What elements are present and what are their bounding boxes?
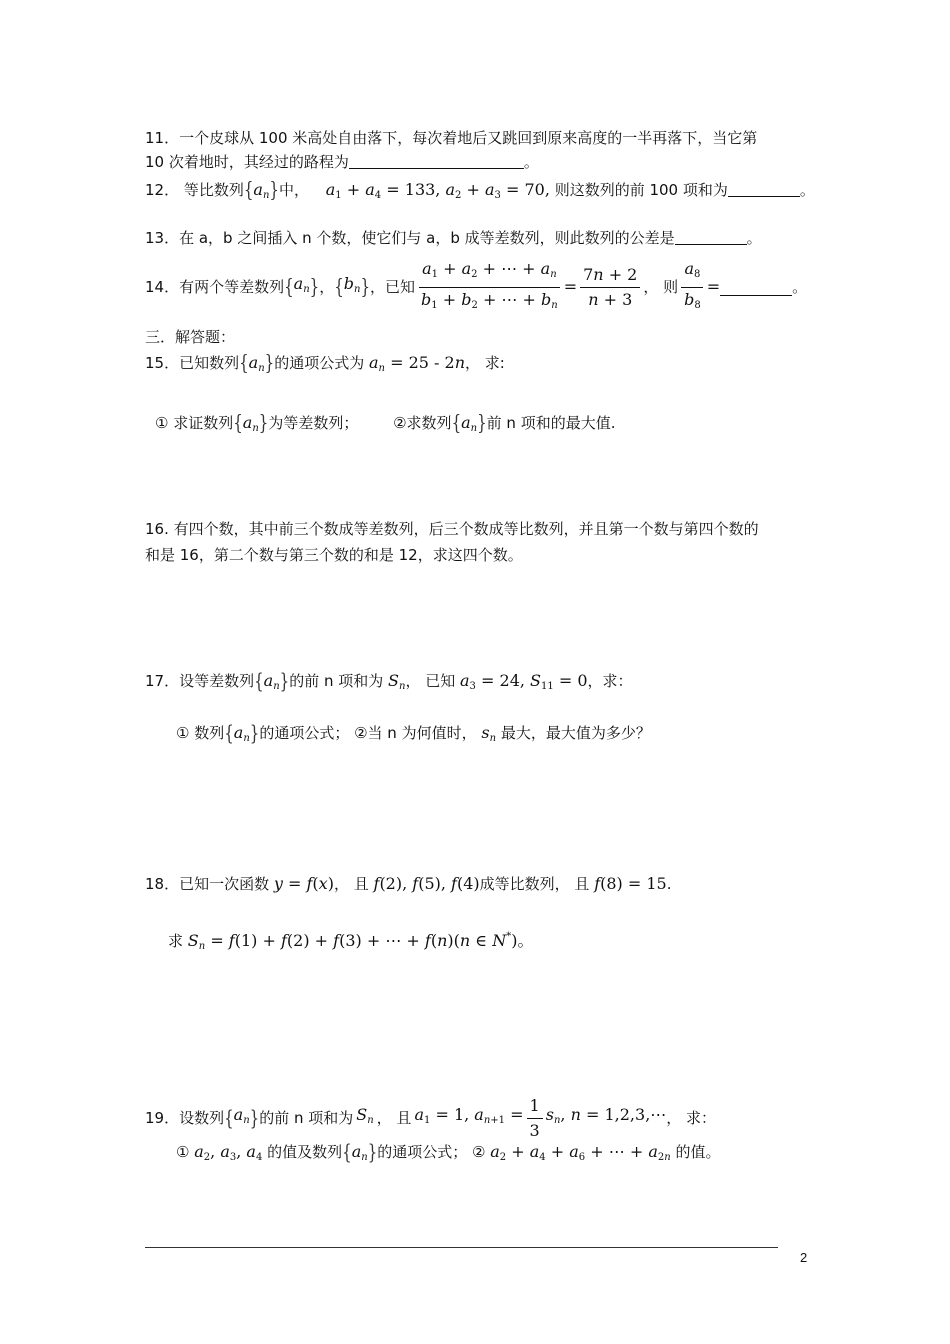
q12-end: 。 [799,181,815,199]
q15-part2b: 前 n 项和的最大值. [486,414,616,432]
q15-part1b: 为等差数列； [268,414,359,432]
q14-known: ，已知 [370,278,416,296]
q19-tail: ， 求： [666,1109,717,1127]
q15-part1: ① 求证数列 [155,414,234,432]
q15-lead: 15．已知数列 [145,354,240,372]
q17-sn: $S_n$ [388,671,406,692]
q11-end: 。 [523,153,539,171]
q18-terms: f(2), f(5), f(4) [373,874,480,893]
q12-seq: $a_n$ [253,180,270,201]
q16-line2 [145,544,523,566]
q18-function: y = f(x) [273,874,334,893]
q19-sn: $S_n$ [356,1105,374,1126]
q19-line: 19．设数列 { $a_n$ } 的前 n 项和为 $S_n$ ， 且 $a_1 = 1$, $a_{n+1}$ = $\frac{1}{3}$ $s_n$, n = 1,2,3,⋯ ， 求： [145,1095,717,1140]
q19-parts: ① $a_2$, $a_3$, $a_4$ 的值及数列$\{a_n\}$的通项公式； ② $a_2 + a_4 + a_6$ + ⋯ + $a_{2n}$ 的值。 [176,1139,721,1165]
q17-mid: 的前 n 项和为 [289,672,384,690]
q16-line1 [145,518,759,540]
q18-mid: ， 且 [333,875,369,893]
q14-sep: ， [319,278,335,296]
q19-part1b: 的值及数列 [267,1143,343,1161]
q18-end: . [666,875,672,893]
q18-mid2: 成等比数列， 且 [479,875,590,893]
q14-line: 14．有两个等差数列 { $a_n$ } ， { $b_n$ } ，已知 $\frac{a_1 + a_2 + \cdots + a_n}{b_1 + b_2 + \cdots + b_n}$ = $\frac{7n + 2}{n + 3}$ ， 则 $\frac{a_8}{b_8}$ = 。 [145,262,807,312]
q19-part1d: 的值。 [675,1143,721,1161]
q17-known: ， 已知 [405,672,456,690]
q14-answer-blank[interactable] [720,279,792,296]
q12-formula: $a_1 + a_4 = 133$, $a_2 + a_3 = 70$, [325,180,550,201]
q15-mid: 的通项公式为 [274,354,365,372]
q19-lead: 19．设数列 [145,1109,225,1127]
q13-text: 13．在 a，b 之间插入 n 个数，使它们与 a，b 成等差数列，则此数列的公差是 [145,229,675,247]
q17-parts: ① 数列$\{a_n\}$的通项公式； ②当 n 为何值时， $s_n$ 最大，最大值为多少？ [176,720,651,746]
q18-line [145,873,672,895]
q17-lead: 17．设等差数列 [145,672,255,690]
q19-mid2: ， 且 [376,1109,412,1127]
page-number: 2 [800,1250,808,1265]
section-heading [145,326,235,348]
section-3-title: 三．解答题： [145,328,236,346]
q18-lead: 18．已知一次函数 [145,875,270,893]
q19-formula: $a_1 = 1$, $a_{n+1}$ = [414,1105,524,1126]
q14-end: 。 [792,278,808,296]
q18-ask-line [168,926,533,958]
q15-part2: ②求数列 [393,414,452,432]
q16-text-2: 和是 16，第二个数与第三个数的和是 12，求这四个数。 [145,546,523,564]
q13-answer-blank[interactable] [675,228,747,245]
q11-answer-blank[interactable] [349,152,524,169]
q11-line1 [145,127,757,149]
q17-line: 17．设等差数列$\{a_n\}$的前 n 项和为 $S_n$， 已知 $a_3 = 24$, $S_{11} = 0$，求： [145,668,633,694]
q17-part1c: 最大，最大值为多少？ [500,724,651,742]
q17-tail: ，求： [587,672,633,690]
q15-formula: $a_n = 25 - 2n$ [368,353,465,374]
q14-sum-ratio: $\frac{a_1 + a_2 + \cdots + a_n}{b_1 + b_2 + \cdots + b_n}$ [421,258,558,311]
footer-divider [145,1247,778,1248]
q12-lead: 12． 等比数列 [145,181,244,199]
q17-part1b: 的通项公式； ②当 n 为何值时， [259,724,477,742]
q14-a8-b8: $\frac{a_8}{b_8}$ [681,259,704,316]
q18-sum-formula: $S_n = f(1) + f(2) + f(3)$ + ⋯ + f(n)(n ∈ N*)。 [187,931,534,952]
q12-tail: 则这数列的前 100 项和为 [549,181,728,199]
q13-line [145,227,762,249]
q19-part1c: 的通项公式； ② [377,1143,486,1161]
q11-text-2: 10 次着地时，其经过的路程为 [145,153,349,171]
q19-part1: ① [176,1143,190,1161]
q13-end: 。 [746,229,762,247]
q15-tail: ， 求: [465,354,505,372]
q19-one-third: $\frac{1}{3}$ [527,1096,543,1141]
q12-line: 12． 等比数列$\{a_n\}$中， $a_1 + a_4 = 133$, $a_2 + a_3 = 70$, 则这数列的前 100 项和为 。 [145,177,815,203]
q17-small-sn: $s_n$ [481,723,497,744]
q15-parts: ① 求证数列$\{a_n\}$为等差数列； ②求数列$\{a_n\}$前 n 项和的最大值. [155,410,616,436]
q12-mid: 中， [278,181,309,199]
q18-ask: 求 [168,932,184,950]
q18-f8: f(8) = 15 [594,874,667,893]
q14-n-ratio: $\frac{7n + 2}{n + 3}$ [580,265,640,310]
q14-lead: 14．有两个等差数列 [145,278,285,296]
q11-text-1: 11．一个皮球从 100 米高处自由落下，每次着地后又跳回到原来高度的一半再落下，当它第 [145,129,758,147]
q19-mid: 的前 n 项和为 [259,1109,354,1127]
q19-terms: $a_2$, $a_3$, $a_4$ [194,1142,263,1163]
q17-part1: ① 数列 [176,724,225,742]
q15-line: 15．已知数列$\{a_n\}$的通项公式为 $a_n = 25 - 2n$， 求: [145,350,505,376]
q17-formula: $a_3 = 24$, $S_{11} = 0$ [460,671,588,692]
q14-then: ， 则 [643,278,679,296]
q11-line2 [145,151,539,173]
q19-even-sum: $a_2 + a_4 + a_6$ + ⋯ + $a_{2n}$ [490,1142,671,1163]
q12-answer-blank[interactable] [728,180,800,197]
q16-text-1: 16. 有四个数，其中前三个数成等差数列，后三个数成等比数列，并且第一个数与第四个数的 [145,520,759,538]
